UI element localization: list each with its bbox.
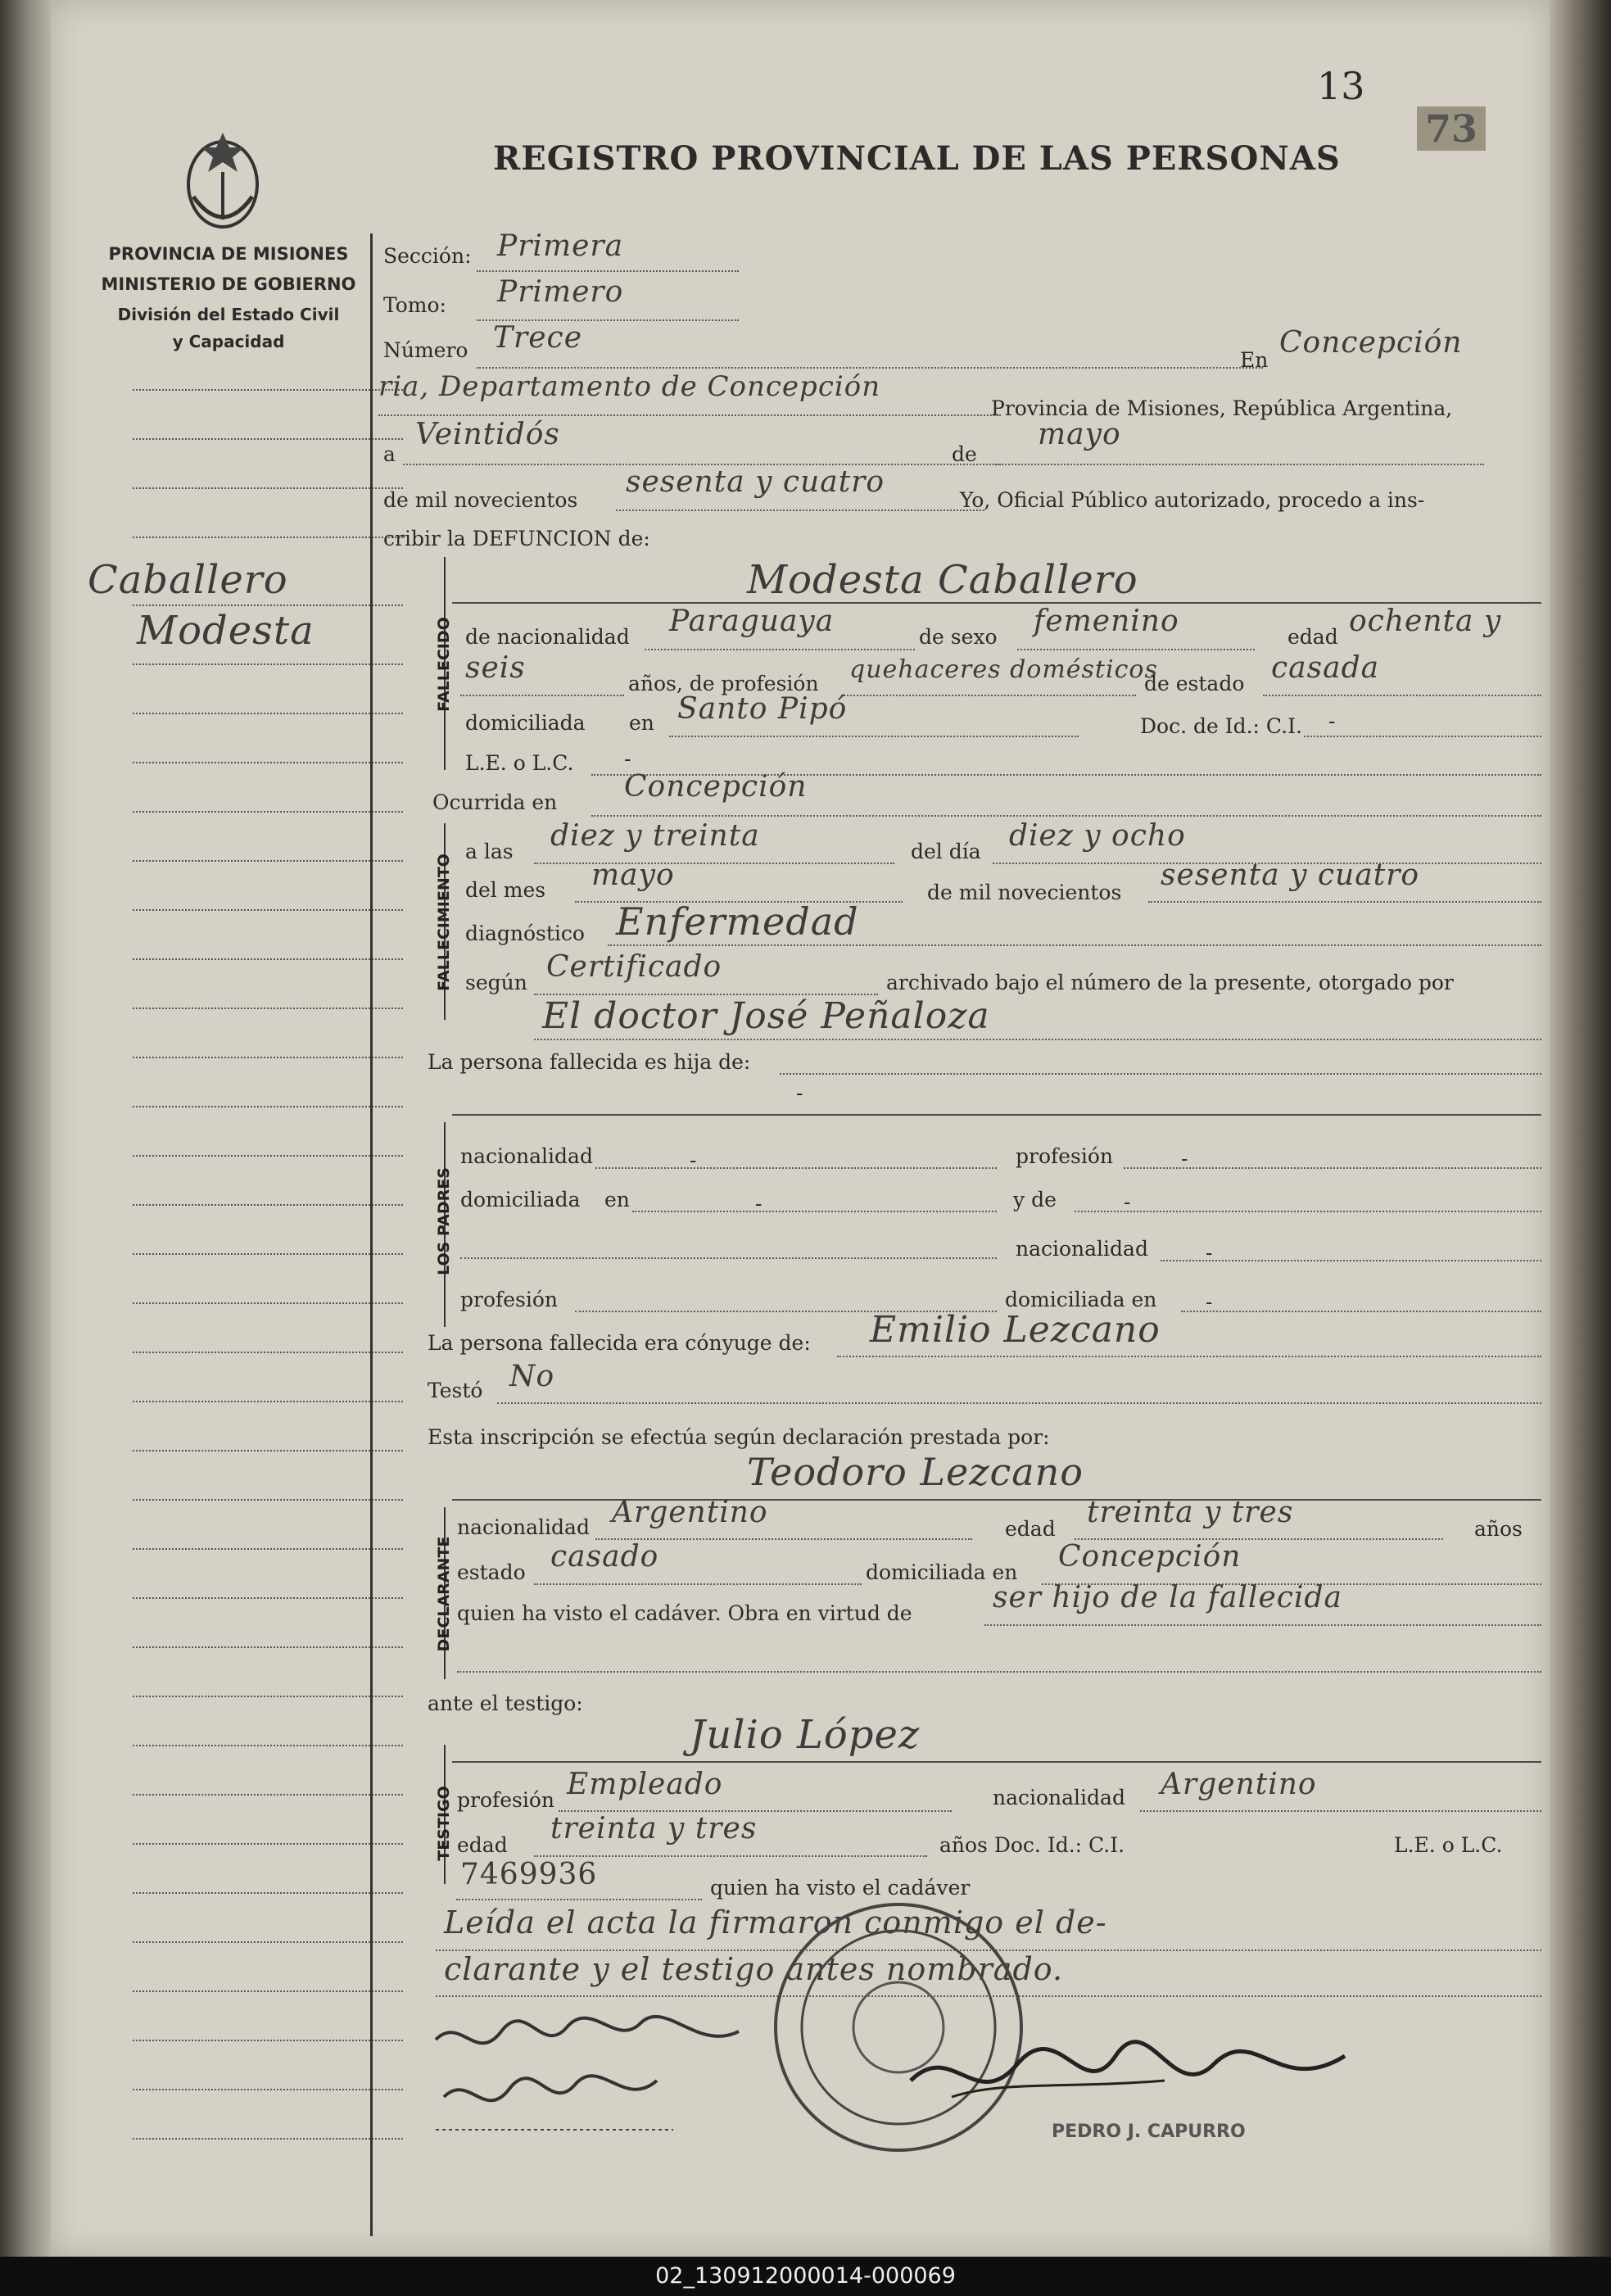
padres-dash-3: - bbox=[1181, 1147, 1188, 1171]
edad-value: ochenta y bbox=[1349, 605, 1502, 638]
madre-profesion-label: profesión bbox=[1016, 1144, 1114, 1168]
mes-fall-value: mayo bbox=[591, 858, 675, 892]
padre-extra-line bbox=[460, 1257, 997, 1259]
numero-value: Trece bbox=[493, 321, 582, 355]
book-spine bbox=[0, 0, 51, 2257]
archivado-label: archivado bajo el número de la presente, otorgado por bbox=[886, 971, 1454, 994]
yo-oficial-label: Yo, Oficial Público autorizado, procedo a ins- bbox=[960, 488, 1425, 512]
madre-nacionalidad-label: nacionalidad bbox=[1016, 1237, 1148, 1261]
sexo-line bbox=[1017, 649, 1255, 650]
padres-dash-1: - bbox=[796, 1081, 803, 1105]
testo-line bbox=[497, 1402, 1541, 1404]
padre-profesion-label: profesión bbox=[460, 1288, 559, 1311]
cribir-label: cribir la DEFUNCION de: bbox=[383, 527, 650, 550]
decl-virtud-value: ser hijo de la fallecida bbox=[993, 1581, 1342, 1614]
domiciliada-label: domiciliada bbox=[465, 711, 586, 735]
a-las-label: a las bbox=[465, 840, 514, 863]
doctor-value: El doctor José Peñaloza bbox=[542, 995, 990, 1037]
edad-label: edad bbox=[1287, 625, 1338, 649]
page-title: REGISTRO PROVINCIAL DE LAS PERSONAS bbox=[493, 139, 1341, 178]
page-number: 13 bbox=[1317, 64, 1365, 108]
org-line-3: División del Estado Civil bbox=[117, 305, 340, 324]
test-ci-line bbox=[456, 1899, 702, 1900]
segun-label: según bbox=[465, 971, 527, 994]
anio-fall-value: sesenta y cuatro bbox=[1161, 858, 1420, 892]
estado-line bbox=[1263, 695, 1541, 696]
lectura-line-1: Leída el acta la firmaron conmigo el de- bbox=[444, 1904, 1107, 1941]
a-label: a bbox=[383, 442, 396, 466]
padre-domiciliada-label: domiciliada bbox=[460, 1188, 581, 1211]
madre-nombre-line bbox=[1075, 1211, 1541, 1212]
padres-dash-5: - bbox=[1124, 1190, 1131, 1214]
padres-dash-6: - bbox=[1206, 1241, 1213, 1265]
madre-domiciliada-label: domiciliada en bbox=[1005, 1288, 1157, 1311]
seccion-label: Sección: bbox=[383, 244, 472, 268]
decl-edad-value: treinta y tres bbox=[1087, 1496, 1294, 1529]
madre-domicilio-line bbox=[1181, 1311, 1541, 1312]
testo-label: Testó bbox=[428, 1379, 483, 1402]
doc-id-dash: - bbox=[1328, 709, 1336, 733]
sexo-value: femenino bbox=[1034, 605, 1179, 638]
anio-fall-line bbox=[1148, 901, 1541, 903]
test-nacionalidad-label: nacionalidad bbox=[993, 1786, 1125, 1809]
anio-value: sesenta y cuatro bbox=[626, 465, 885, 499]
conyuge-value: Emilio Lezcano bbox=[870, 1309, 1161, 1351]
anios-profesion-label: años, de profesión bbox=[628, 672, 819, 695]
declarante-side-label: DECLARANTE bbox=[435, 1536, 453, 1652]
file-id-footer: 02_130912000014-000069 bbox=[0, 2257, 1611, 2296]
decl-quien-visto-label: quien ha visto el cadáver. Obra en virtud de bbox=[457, 1601, 912, 1625]
profesion-value: quehaceres domésticos bbox=[849, 655, 1158, 684]
en-value: Concepción bbox=[1279, 326, 1463, 360]
decl-edad-label: edad bbox=[1005, 1517, 1056, 1541]
estado-value: casada bbox=[1271, 651, 1380, 685]
tomo-label: Tomo: bbox=[383, 293, 446, 317]
doctor-line bbox=[534, 1039, 1541, 1040]
test-profesion-value: Empleado bbox=[567, 1768, 723, 1801]
y-de-label: y de bbox=[1013, 1188, 1057, 1211]
diagnostico-line bbox=[608, 944, 1541, 946]
edad2-value: seis bbox=[465, 651, 526, 685]
padres-dash-4: - bbox=[755, 1192, 763, 1216]
ante-testigo-label: ante el testigo: bbox=[428, 1691, 583, 1715]
conyuge-line bbox=[837, 1356, 1541, 1357]
margin-note-surname: Caballero bbox=[88, 557, 288, 603]
doc-id-line bbox=[1304, 736, 1541, 737]
testo-value: No bbox=[509, 1360, 555, 1393]
domicilio-line bbox=[669, 736, 1079, 737]
testigo-name: Julio López bbox=[690, 1712, 921, 1758]
profesion-line bbox=[841, 695, 1136, 696]
estado-label: de estado bbox=[1144, 672, 1245, 695]
le-lc-dash: - bbox=[624, 747, 631, 771]
diagnostico-value: Enfermedad bbox=[616, 899, 859, 944]
conyuge-label: La persona fallecida era cónyuge de: bbox=[428, 1331, 811, 1355]
de-mil-label: de mil novecientos bbox=[383, 488, 578, 512]
en-label: En bbox=[1240, 348, 1269, 372]
lectura-line-2: clarante y el testigo antes nombrado. bbox=[444, 1951, 1064, 1987]
hora-value: diez y treinta bbox=[550, 819, 760, 853]
provincia-label: Provincia de Misiones, República Argentina, bbox=[991, 396, 1453, 420]
de-label: de bbox=[952, 442, 977, 466]
hija-de-label: La persona fallecida es hija de: bbox=[428, 1050, 751, 1074]
fallecido-name: Modesta Caballero bbox=[747, 557, 1138, 603]
decl-virtud-line bbox=[984, 1624, 1541, 1626]
dia-fall-value: diez y ocho bbox=[1009, 819, 1186, 853]
domicilio-value: Santo Pipó bbox=[677, 692, 848, 726]
doc-id-label: Doc. de Id.: C.I. bbox=[1140, 714, 1302, 738]
name-line bbox=[452, 602, 1541, 604]
test-edad-value: treinta y tres bbox=[550, 1812, 758, 1845]
page-edge bbox=[1550, 0, 1611, 2257]
padre-domicilio-line bbox=[632, 1211, 997, 1212]
test-quien-visto-label: quien ha visto el cadáver bbox=[710, 1876, 971, 1900]
nacionalidad-label: de nacionalidad bbox=[465, 625, 630, 649]
officer-signature-icon bbox=[903, 2023, 1361, 2138]
padres-dash-2: - bbox=[690, 1148, 697, 1172]
hija-de-line bbox=[780, 1073, 1541, 1075]
decl-extra-line bbox=[457, 1671, 1541, 1673]
declarante-name: Teodoro Lezcano bbox=[747, 1450, 1084, 1494]
segun-value: Certificado bbox=[546, 950, 722, 984]
le-lc-label: L.E. o L.C. bbox=[465, 751, 574, 775]
dia-value: Veintidós bbox=[415, 418, 560, 451]
margin-note-name: Modesta bbox=[137, 608, 315, 654]
test-edad-label: edad bbox=[457, 1833, 508, 1857]
del-mes-label: del mes bbox=[465, 878, 546, 902]
signatures-left-icon bbox=[428, 2007, 772, 2171]
decl-estado-label: estado bbox=[457, 1560, 526, 1584]
inscripcion-label: Esta inscripción se efectúa según declaración prestada por: bbox=[428, 1425, 1050, 1449]
numero-label: Número bbox=[383, 338, 468, 362]
padres-side-label: LOS PADRES bbox=[435, 1167, 453, 1275]
decl-anios-label: años bbox=[1474, 1517, 1523, 1541]
coat-of-arms-icon bbox=[174, 115, 272, 238]
decl-domiciliada-label: domiciliada en bbox=[866, 1560, 1018, 1584]
tomo-value: Primero bbox=[497, 275, 624, 309]
seccion-line bbox=[477, 270, 739, 272]
ocurrida-line bbox=[591, 815, 1541, 817]
test-profesion-label: profesión bbox=[457, 1788, 555, 1812]
mes-value: mayo bbox=[1038, 418, 1121, 451]
numero-line bbox=[477, 367, 1263, 369]
stamp-number: 73 bbox=[1417, 106, 1486, 151]
test-anios-doc-label: años Doc. Id.: C.I. bbox=[939, 1833, 1125, 1857]
padres-top-line bbox=[452, 1114, 1541, 1116]
padre-nacionalidad-line bbox=[595, 1167, 997, 1169]
domicilio-en-label: en bbox=[629, 711, 654, 735]
decl-domicilio-value: Concepción bbox=[1058, 1540, 1242, 1574]
hora-line bbox=[534, 863, 894, 864]
form-left-rule bbox=[370, 233, 373, 2236]
de-mil2-label: de mil novecientos bbox=[927, 881, 1122, 904]
padres-dash-7: - bbox=[1206, 1290, 1213, 1314]
testigo-name-line bbox=[452, 1761, 1541, 1763]
test-nacionalidad-line bbox=[1140, 1810, 1541, 1812]
localidad-line bbox=[378, 414, 1001, 416]
madre-nacionalidad-line bbox=[1161, 1260, 1541, 1261]
diagnostico-label: diagnóstico bbox=[465, 922, 585, 945]
padre-domicilio-en-label: en bbox=[604, 1188, 630, 1211]
decl-estado-value: casado bbox=[550, 1540, 659, 1574]
fallecimiento-side-label: FALLECIMIENTO bbox=[435, 854, 453, 991]
org-line-4: y Capacidad bbox=[172, 332, 285, 351]
edad2-line bbox=[460, 695, 624, 696]
fallecido-side-label: FALLECIDO bbox=[435, 617, 453, 712]
padre-nacionalidad-label: nacionalidad bbox=[460, 1144, 593, 1168]
test-nacionalidad-value: Argentino bbox=[1161, 1768, 1317, 1801]
decl-estado-line bbox=[534, 1583, 862, 1585]
org-line-1: PROVINCIA DE MISIONES bbox=[108, 244, 349, 264]
test-ci-value: 7469936 bbox=[460, 1858, 598, 1891]
decl-nacionalidad-label: nacionalidad bbox=[457, 1515, 590, 1539]
seccion-value: Primera bbox=[497, 229, 624, 263]
org-line-2: MINISTERIO DE GOBIERNO bbox=[101, 274, 356, 294]
del-dia-label: del día bbox=[911, 840, 981, 863]
ocurrida-value: Concepción bbox=[624, 770, 808, 804]
register-page bbox=[51, 0, 1550, 2257]
testigo-side-label: TESTIGO bbox=[435, 1786, 453, 1861]
ocurrida-label: Ocurrida en bbox=[432, 790, 558, 814]
mes-line bbox=[993, 464, 1484, 465]
sexo-label: de sexo bbox=[919, 625, 998, 649]
test-le-lc-label: L.E. o L.C. bbox=[1394, 1833, 1503, 1857]
localidad-value: ria, Departamento de Concepción bbox=[378, 370, 881, 403]
anio-line bbox=[616, 509, 984, 511]
test-edad-line bbox=[534, 1855, 927, 1857]
decl-nacionalidad-value: Argentino bbox=[612, 1496, 768, 1529]
nacionalidad-value: Paraguaya bbox=[669, 605, 835, 638]
official-name: PEDRO J. CAPURRO bbox=[1052, 2122, 1246, 2142]
nacionalidad-line bbox=[645, 649, 915, 650]
